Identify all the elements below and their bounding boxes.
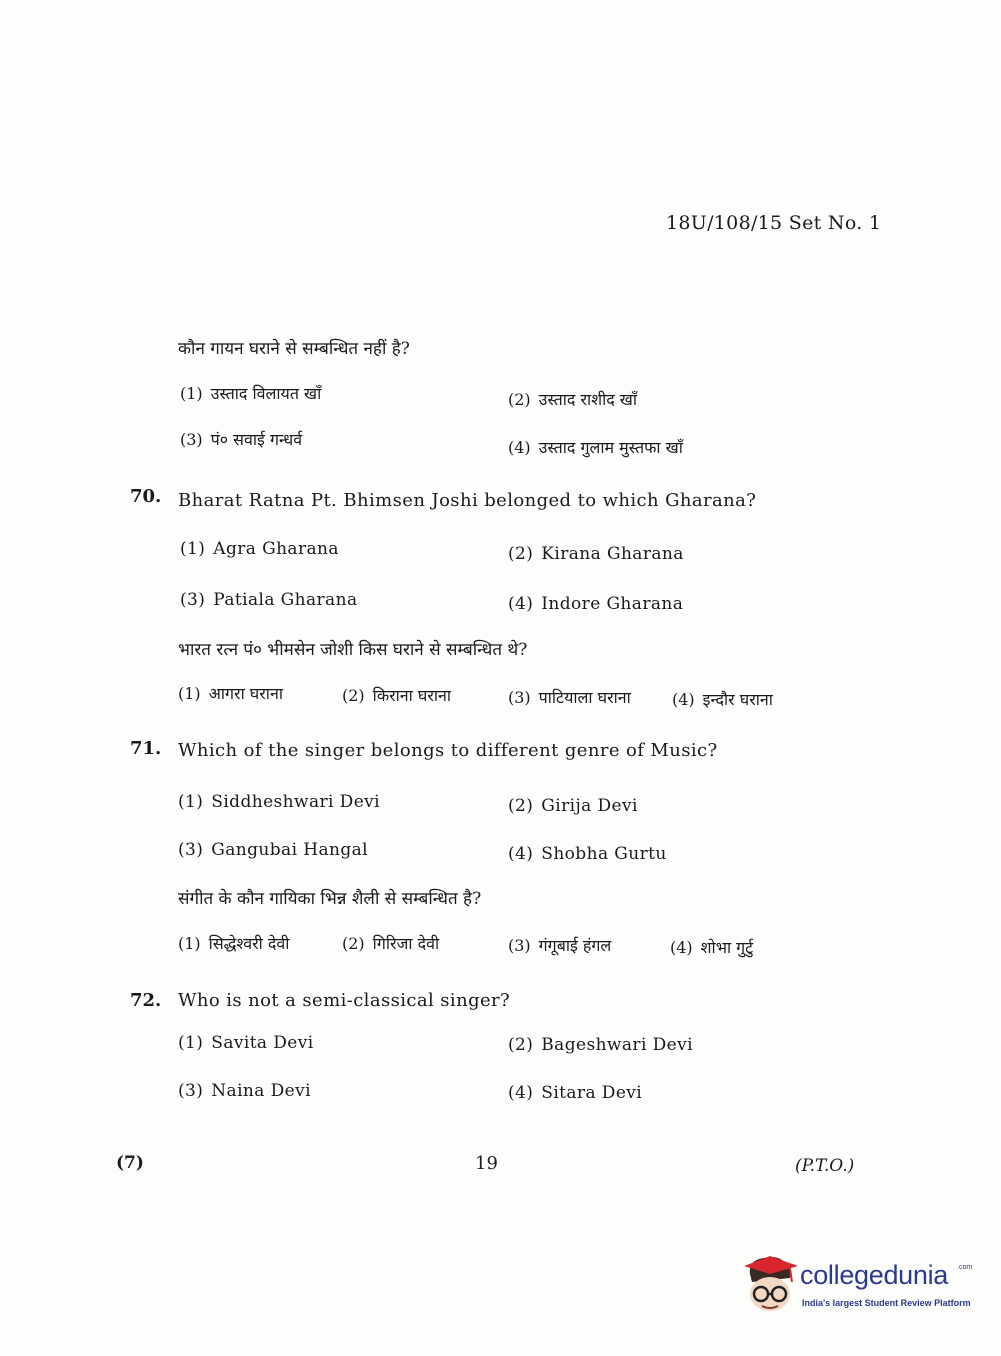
q71-hindi-option-1: (1) सिद्धेश्वरी देवी xyxy=(178,934,290,953)
q72-option-2: (2) Bageshwari Devi xyxy=(508,1035,693,1055)
q70-option-2: (2) Kirana Gharana xyxy=(508,544,684,564)
set-number: 18U/108/15 Set No. 1 xyxy=(666,212,882,234)
q72-option-4: (4) Sitara Devi xyxy=(508,1083,643,1103)
q71-hindi-option-3: (3) गंगूबाई हंगल xyxy=(508,936,612,955)
q70-option-3: (3) Patiala Gharana xyxy=(180,590,358,610)
footer-code: (7) xyxy=(116,1153,144,1173)
q71-option-3: (3) Gangubai Hangal xyxy=(178,840,368,860)
q71-option-4: (4) Shobha Gurtu xyxy=(508,844,667,864)
q71-question: Which of the singer belongs to different genre of Music? xyxy=(178,740,718,761)
q70-hindi-option-1: (1) आगरा घराना xyxy=(178,684,283,703)
q69-hindi-question: कौन गायन घराने से सम्बन्धित नहीं है? xyxy=(178,339,410,359)
page-number: 19 xyxy=(475,1153,498,1174)
q71-hindi-question: संगीत के कौन गायिका भिन्न शैली से सम्बन्धित है? xyxy=(178,889,482,909)
q70-option-1: (1) Agra Gharana xyxy=(180,539,339,559)
pto-label: (P.T.O.) xyxy=(795,1156,855,1176)
q71-hindi-option-4: (4) शोभा गुर्टु xyxy=(670,938,754,957)
q71-number: 71. xyxy=(130,738,162,759)
collegedunia-logo xyxy=(742,1252,972,1316)
q70-hindi-option-3: (3) पाटियाला घराना xyxy=(508,688,631,707)
q71-option-2: (2) Girija Devi xyxy=(508,796,638,816)
q70-hindi-option-4: (4) इन्दौर घराना xyxy=(672,690,773,709)
student-mascot-icon xyxy=(742,1252,802,1314)
q70-question: Bharat Ratna Pt. Bhimsen Joshi belonged to which Gharana? xyxy=(178,490,757,511)
q69-hindi-option-3: (3) पं० सवाई गन्धर्व xyxy=(180,430,303,449)
q72-number: 72. xyxy=(130,990,162,1011)
q70-hindi-question: भारत रत्न पं० भीमसेन जोशी किस घराने से सम्बन्धित थे? xyxy=(178,640,528,660)
q69-hindi-option-1: (1) उस्ताद विलायत खाँ xyxy=(180,384,322,403)
q70-number: 70. xyxy=(130,486,162,507)
logo-wordmark: collegedunia xyxy=(800,1260,949,1290)
q72-question: Who is not a semi-classical singer? xyxy=(178,990,511,1011)
q71-hindi-option-2: (2) गिरिजा देवी xyxy=(342,934,440,953)
logo-domain: .com xyxy=(957,1264,973,1271)
q70-option-4: (4) Indore Gharana xyxy=(508,594,684,614)
q71-option-1: (1) Siddheshwari Devi xyxy=(178,792,380,812)
q69-hindi-option-4: (4) उस्ताद गुलाम मुस्तफा खाँ xyxy=(508,438,683,457)
q70-hindi-option-2: (2) किराना घराना xyxy=(342,686,452,705)
q72-option-1: (1) Savita Devi xyxy=(178,1033,314,1053)
q72-option-3: (3) Naina Devi xyxy=(178,1081,311,1101)
q69-hindi-option-2: (2) उस्ताद राशीद खाँ xyxy=(508,390,638,409)
logo-tagline: India's largest Student Review Platform xyxy=(802,1298,971,1308)
